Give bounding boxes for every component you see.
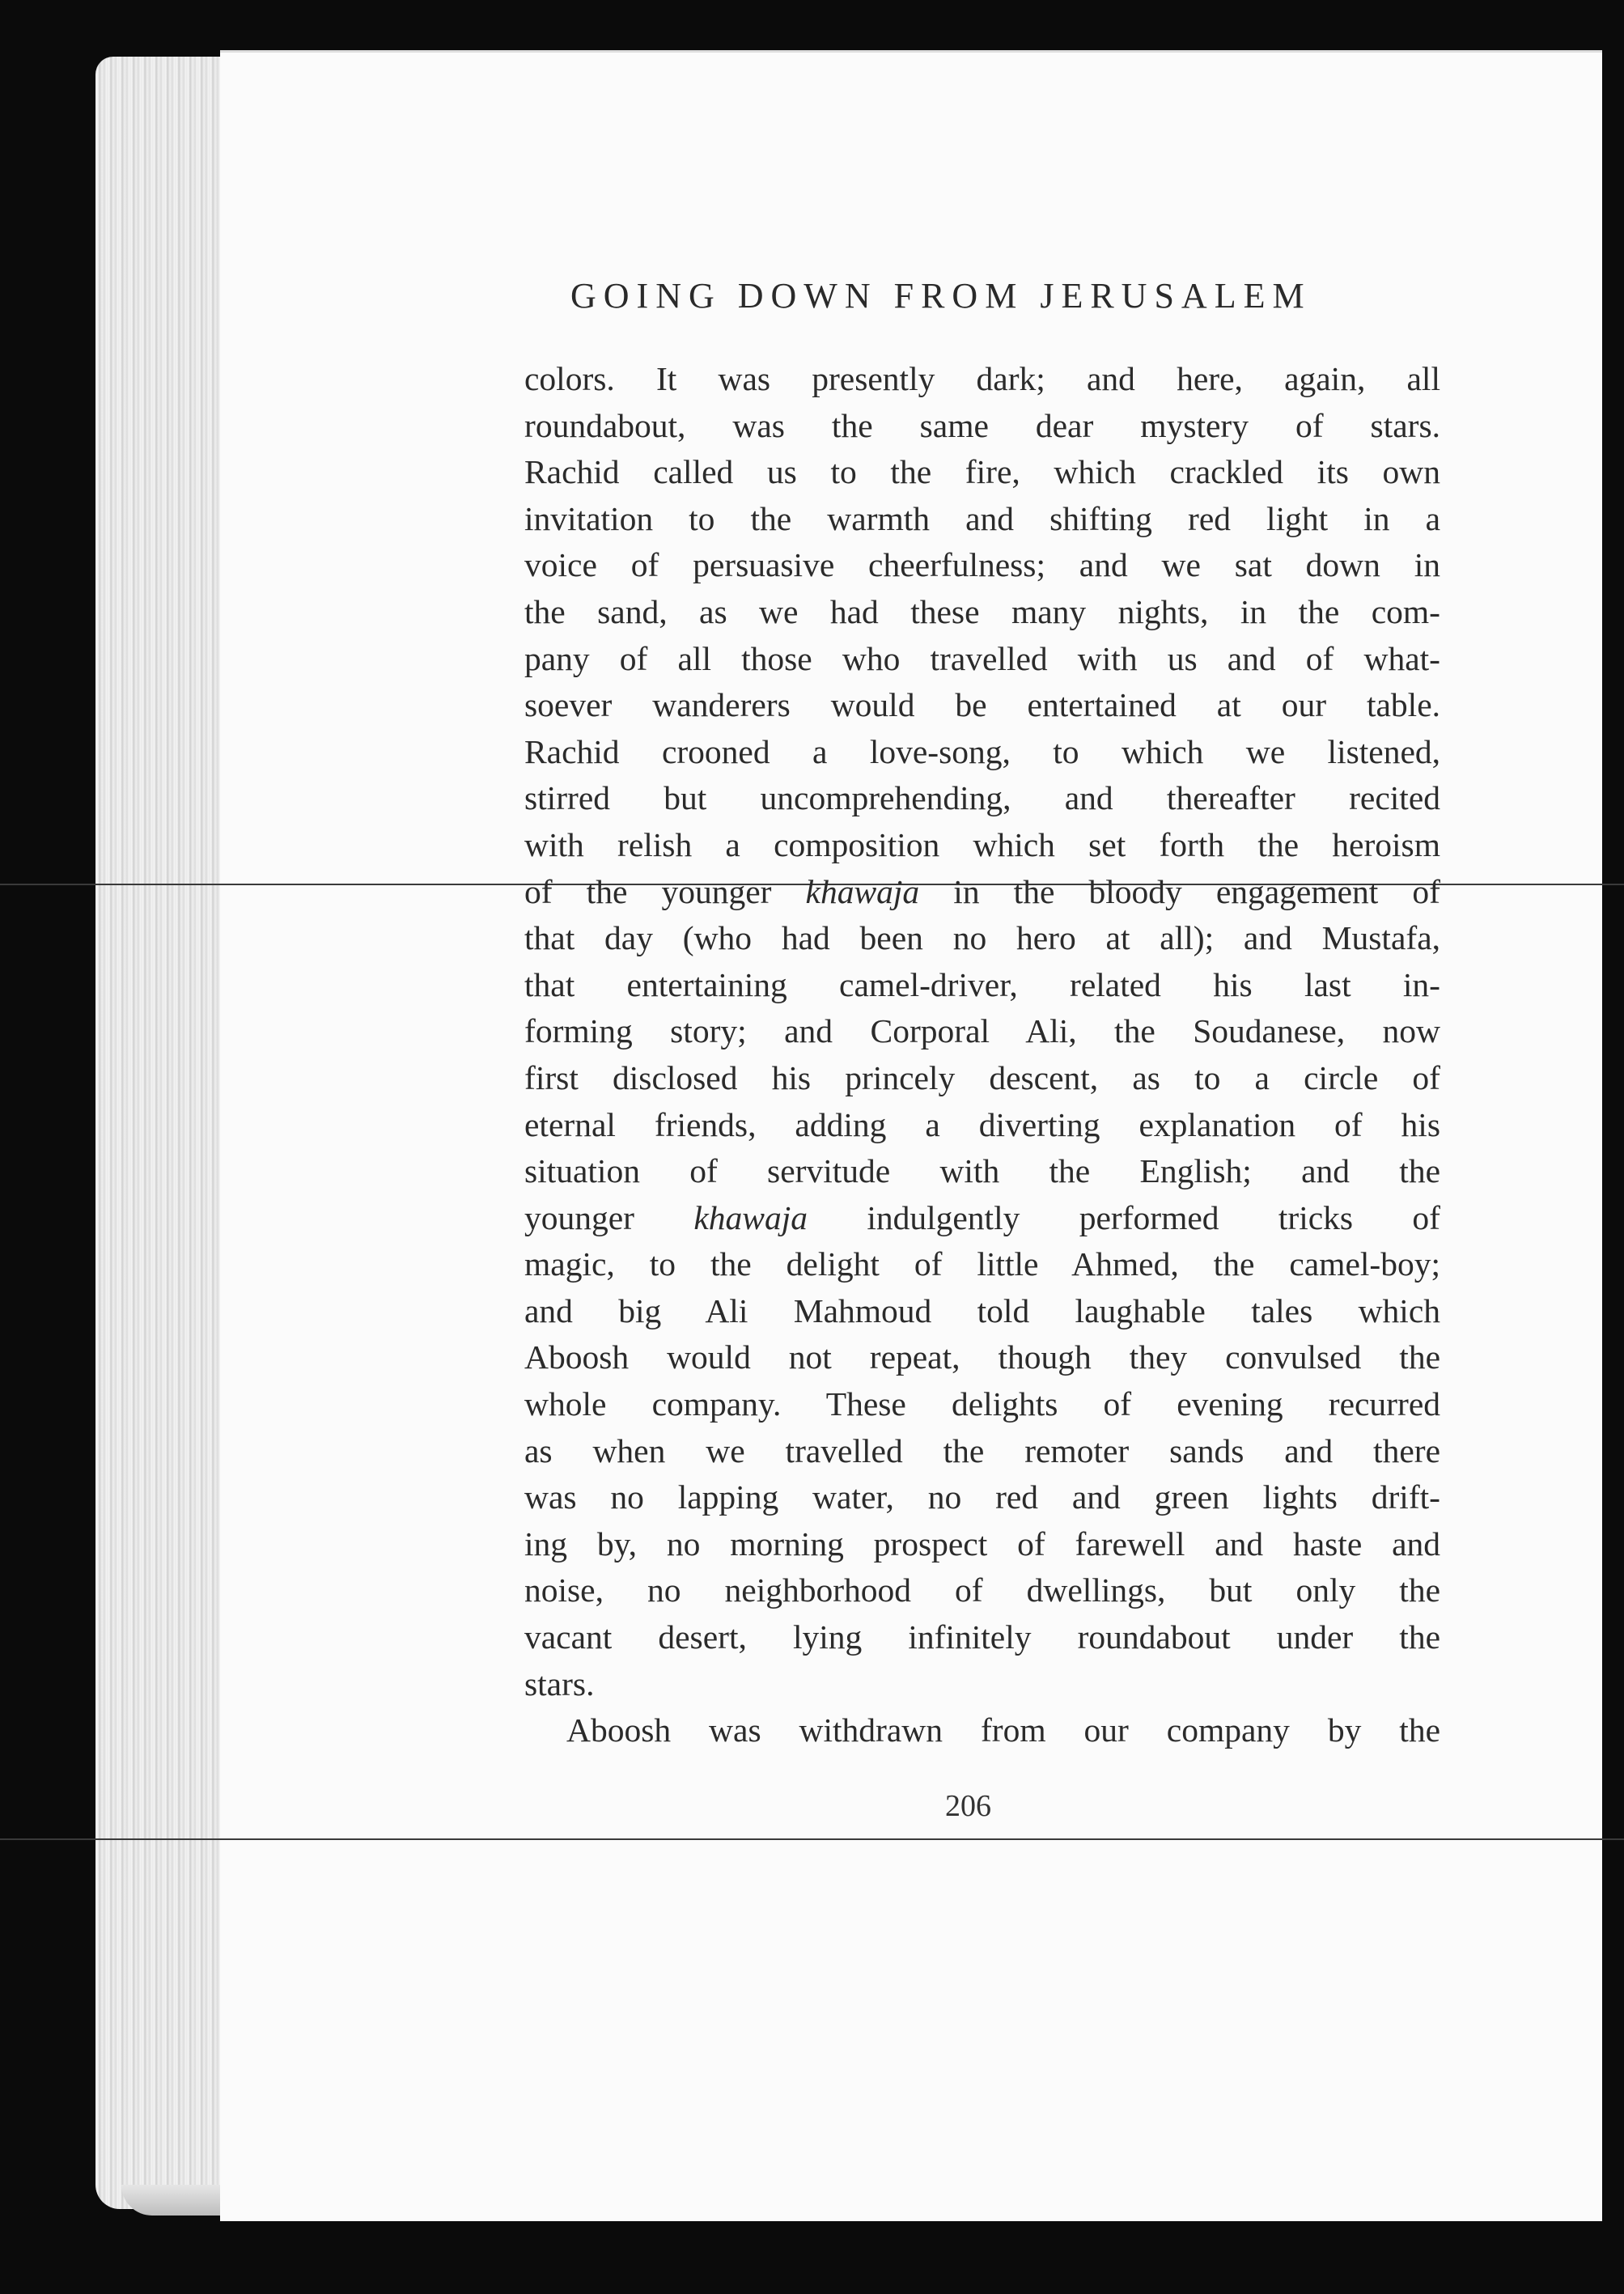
scan-artifact-line xyxy=(0,1838,1624,1840)
text-line: eternal friends, adding a diverting explanation of his xyxy=(524,1105,1440,1143)
text-line: the sand, as we had these many nights, in the com- xyxy=(524,592,1440,630)
text-line: with relish a composition which set forth the heroism xyxy=(524,825,1440,863)
text-line: of the younger khawaja in the bloody engagement of xyxy=(524,872,1440,910)
text-line: magic, to the delight of little Ahmed, the camel-boy; xyxy=(524,1245,1440,1283)
text-line: Aboosh would not repeat, though they convulsed the xyxy=(524,1338,1440,1376)
text-line: as when we travelled the remoter sands and there xyxy=(524,1431,1440,1469)
text-line: first disclosed his princely descent, as to a circle of xyxy=(524,1058,1440,1096)
text-line: forming story; and Corporal Ali, the Soudanese, now xyxy=(524,1012,1440,1050)
text-line: that day (who had been no hero at all); and Mustafa, xyxy=(524,919,1440,957)
text-line: stars. xyxy=(524,1664,595,1702)
text-line: situation of servitude with the English; and the xyxy=(524,1152,1440,1190)
text-line: pany of all those who travelled with us and of what- xyxy=(524,639,1440,677)
text-line: roundabout, was the same dear mystery of stars. xyxy=(524,406,1440,444)
text-line: Rachid called us to the fire, which crackled its own xyxy=(524,453,1440,491)
text-line: invitation to the warmth and shifting red light in a xyxy=(524,499,1440,537)
text-line: Rachid crooned a love-song, to which we listened, xyxy=(524,732,1440,770)
text-line: that entertaining camel-driver, related his last in- xyxy=(524,965,1440,1003)
text-line: voice of persuasive cheerfulness; and we sat down in xyxy=(524,546,1440,584)
text-line: whole company. These delights of evening recurred xyxy=(524,1385,1440,1423)
body-text xyxy=(524,356,1440,1754)
text-line: ing by, no morning prospect of farewell and haste and xyxy=(524,1524,1440,1563)
text-line: stirred but uncomprehending, and thereafter recited xyxy=(524,779,1440,817)
text-line: Aboosh was withdrawn from our company by the xyxy=(566,1711,1440,1749)
text-line: and big Ali Mahmoud told laughable tales which xyxy=(524,1291,1440,1329)
text-line: noise, no neighborhood of dwellings, but only the xyxy=(524,1571,1440,1609)
text-line: vacant desert, lying infinitely roundabout under the xyxy=(524,1618,1440,1656)
text-line: was no lapping water, no red and green lights drift- xyxy=(524,1478,1440,1516)
running-header: GOING DOWN FROM JERUSALEM xyxy=(570,276,1312,316)
text-line: soever wanderers would be entertained at our table. xyxy=(524,686,1440,724)
text-line: younger khawaja indulgently performed tricks of xyxy=(524,1198,1440,1236)
page-number: 206 xyxy=(945,1789,991,1823)
text-line: colors. It was presently dark; and here, again, all xyxy=(524,360,1440,397)
